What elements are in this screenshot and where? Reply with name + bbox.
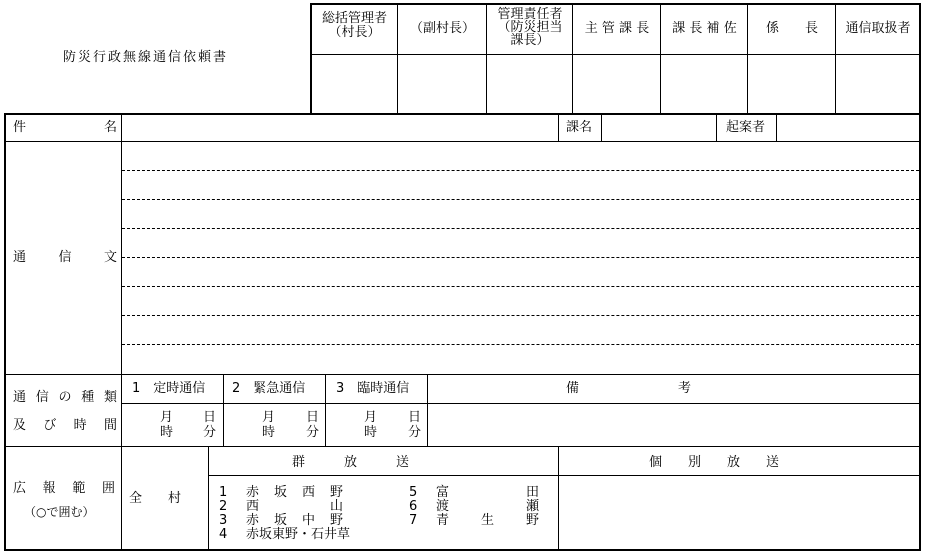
stamp-cell-operator[interactable] [837,56,919,112]
hour-label: 時 [160,425,174,440]
approval-header-operator: 通信取扱者 [845,21,911,36]
comm-type-label-line1: 通信の種類 [13,390,117,405]
type-temporary-option[interactable]: 3 臨時通信 [336,381,410,396]
area-name: 赤 坂 西 野 [246,485,345,500]
minute-label: 分 [306,425,320,440]
type-emergency-option[interactable]: 2 緊急通信 [232,381,306,396]
stamp-cell-assistant-chief[interactable] [662,56,747,112]
area-name: 青 生 野 [436,513,542,528]
comm-type-label-line2: 及び時間 [13,418,117,433]
form-title: 防災行政無線通信依頼書 [63,50,229,65]
month-label: 月 [262,410,276,425]
remarks-label: 備 考 [566,381,693,396]
individual-broadcast-field[interactable] [560,477,918,547]
area-name: 渡 瀬 [436,499,542,514]
month-label: 月 [160,410,174,425]
minute-label: 分 [203,425,217,440]
type-regular-option[interactable]: 1 定時通信 [132,381,206,396]
area-name: 西 山 [246,499,345,514]
stamp-cell-general-manager[interactable] [312,56,397,112]
minute-label: 分 [408,425,422,440]
drafter-field[interactable] [778,115,918,140]
stamp-cell-deputy-mayor[interactable] [399,56,486,112]
remarks-field[interactable] [429,405,918,445]
stamp-cell-responsible-manager[interactable] [488,56,572,112]
subject-label: 件 名 [13,120,117,135]
approval-header-section-chief: 主 管 課 長 [584,21,650,36]
stamp-cell-section-chief[interactable] [574,56,660,112]
area-number: 7 [409,513,418,528]
whole-village-option[interactable]: 全 村 [129,491,182,506]
area-number: 6 [409,499,418,514]
approval-header-general-manager: 総括管理者 （村長） [321,11,387,40]
area-name: 富 田 [436,485,542,500]
day-label: 日 [306,410,320,425]
area-number: 4 [219,527,228,542]
month-label: 月 [364,410,378,425]
message-label: 通 信 文 [13,250,117,265]
group-broadcast-header: 群 放 送 [292,455,410,470]
section-name-field[interactable] [603,115,715,140]
day-label: 日 [408,410,422,425]
area-name: 赤坂東野・石井草 [246,527,351,542]
area-name: 赤 坂 中 野 [246,513,345,528]
area-number: 3 [219,513,228,528]
approval-header-group-leader: 係 長 [765,21,818,36]
individual-broadcast-header: 個 別 放 送 [649,455,780,470]
area-number: 5 [409,485,418,500]
hour-label: 時 [364,425,378,440]
broadcast-scope-note: （○で囲む） [24,505,95,519]
day-label: 日 [203,410,217,425]
area-number: 1 [219,485,228,500]
approval-header-deputy-mayor: （副村長） [409,21,475,36]
section-name-label: 課名 [566,120,593,135]
approval-header-assistant-chief: 課 長 補 佐 [672,21,737,36]
broadcast-scope-label: 広報範囲 [13,481,115,496]
drafter-label: 起案者 [726,120,766,135]
approval-header-responsible-manager: 管理責任者 （防災担当 課長） [497,7,563,48]
subject-field[interactable] [123,115,557,140]
area-number: 2 [219,499,228,514]
stamp-cell-group-leader[interactable] [749,56,835,112]
hour-label: 時 [262,425,276,440]
message-text-area[interactable] [123,143,918,373]
